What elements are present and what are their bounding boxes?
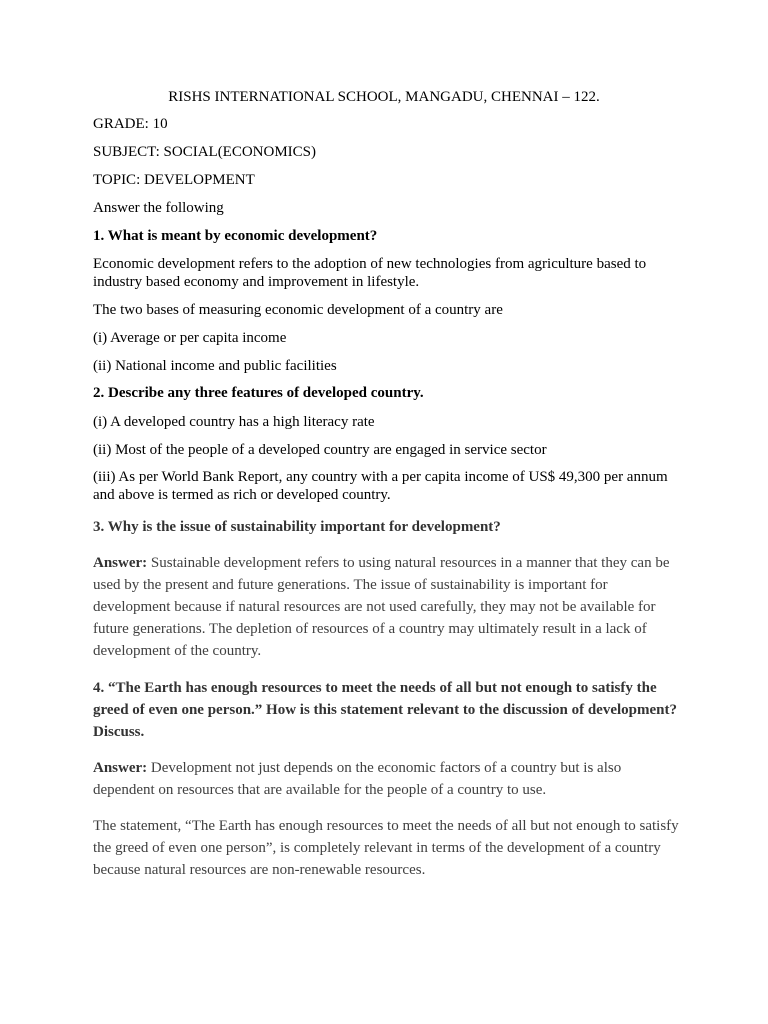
answer-4 <box>93 757 683 801</box>
question-4: 4. “The Earth has enough resources to meet the needs of all but not enough to satisfy the greed of even one person.” How is this statement relevant to the discussion of development? Discuss. <box>93 680 677 740</box>
topic-line: TOPIC: DEVELOPMENT <box>93 172 255 188</box>
answer-3-text: Sustainable development refers to using natural resources in a manner that they can be used by the present and future generations. The issue of sustainability is important for development because if natural resources are not used carefully, they may not be available for future generations. The depletion of resources of a country may ultimately result in a lack of development of the country. <box>93 555 670 659</box>
answer-4-text: Development not just depends on the economic factors of a country but is also dependent on resources that are available for the people of a country to use. <box>93 760 622 798</box>
grade-line: GRADE: 10 <box>93 116 168 132</box>
subject-line: SUBJECT: SOCIAL(ECONOMICS) <box>93 144 317 160</box>
answer-4-statement: The statement, “The Earth has enough resources to meet the needs of all but not enough to satisfy the greed of even one person”, is completely relevant in terms of the development of a country because natural resources are non-renewable resources. <box>93 818 679 878</box>
instruction-line: Answer the following <box>93 200 224 216</box>
question-3: 3. Why is the issue of sustainability important for development? <box>93 519 501 535</box>
school-name: RISHS INTERNATIONAL SCHOOL, MANGADU, CHENNAI – 122. <box>168 89 600 105</box>
answer-2-point-2: (ii) Most of the people of a developed country are engaged in service sector <box>93 442 547 458</box>
answer-2-point-1: (i) A developed country has a high literacy rate <box>93 414 375 430</box>
question-2: 2. Describe any three features of developed country. <box>93 385 424 401</box>
answer-4-label: Answer: <box>93 760 148 776</box>
question-1: 1. What is meant by economic development? <box>93 228 378 244</box>
answer-2-point-3: (iii) As per World Bank Report, any country with a per capita income of US$ 49,300 per annum and above is termed as rich or developed country. <box>93 469 668 503</box>
answer-1-basis-2: (ii) National income and public facilities <box>93 358 337 374</box>
answer-1-basis-1: (i) Average or per capita income <box>93 330 287 346</box>
answer-3 <box>93 552 683 662</box>
document-page <box>93 0 683 1024</box>
answer-1: Economic development refers to the adoption of new technologies from agriculture based to industry based economy and improvement in lifestyle. <box>93 256 647 290</box>
answer-3-label: Answer: <box>93 555 148 571</box>
answer-1-bases-intro: The two bases of measuring economic development of a country are <box>93 302 503 318</box>
